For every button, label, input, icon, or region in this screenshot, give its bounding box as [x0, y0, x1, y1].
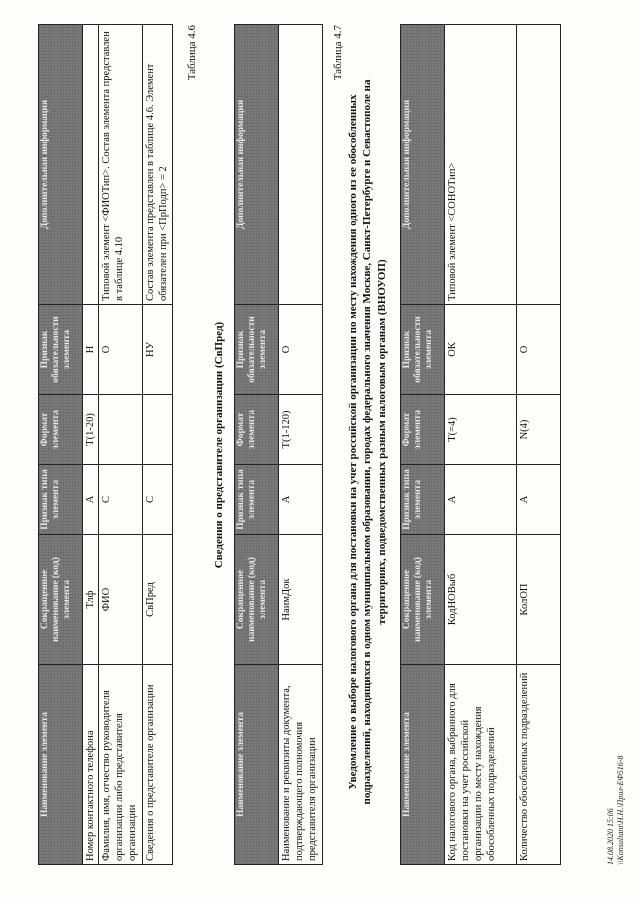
cell-required: О	[517, 305, 561, 395]
cell-format	[99, 395, 143, 465]
footer-path: \\Konsultant\Н.Н.\Прил-ЕФ516-8	[615, 755, 625, 865]
footer-timestamp: 14.08.2020 15:06	[606, 808, 615, 865]
cell-type: А	[83, 465, 99, 535]
cell-code: КолОП	[517, 535, 561, 665]
cell-required: О	[99, 305, 143, 395]
table-row	[517, 25, 561, 865]
table-title-4-7: Уведомление о выборе налогового органа для постановки на учет российской организации по месту нахождения одного из ее обособленных подразделений, находящихся в одном муниципальном образовании, городах федерального значения Москве, Санкт-Петербурге и Севастополе на территориях, подведомственных разным налоговым органам (ВНОУОП)	[347, 79, 388, 805]
header-info: Дополнительная информация	[401, 25, 445, 305]
cell-format: T(1-120)	[279, 395, 323, 465]
table-label-4-7: Таблица 4.7	[332, 25, 344, 81]
header-format: Формат элемента	[39, 395, 83, 465]
cell-required: НУ	[143, 305, 173, 395]
table-row	[445, 25, 517, 865]
table-vnouop	[400, 24, 561, 865]
cell-name: Сведения о представителе организации	[143, 665, 173, 865]
header-name: Наименование элемента	[39, 665, 83, 865]
table-title-4-6: Сведения о представителе организации (СвПред)	[213, 321, 225, 569]
cell-code: ФИО	[99, 535, 143, 665]
table-svpred	[234, 24, 323, 865]
header-code: Сокращенное наименование (код) элемента	[235, 535, 279, 665]
print-footer	[606, 756, 625, 865]
header-code: Сокращенное наименование (код) элемента	[401, 535, 445, 665]
cell-info: Состав элемента представлен в таблице 4.6. Элемент обязателен при <ПрПодп> = 2	[143, 25, 173, 305]
cell-info: Типовой элемент <СОНОТип>	[445, 25, 517, 305]
cell-required: ОК	[445, 305, 517, 395]
cell-format: N(4)	[517, 395, 561, 465]
cell-code: КодНОВыб	[445, 535, 517, 665]
cell-code: Тлф	[83, 535, 99, 665]
table-row	[279, 25, 323, 865]
header-info: Дополнительная информация	[39, 25, 83, 305]
cell-required: Н	[83, 305, 99, 395]
header-type: Признак типа элемента	[39, 465, 83, 535]
cell-type: А	[517, 465, 561, 535]
table-header-row	[39, 25, 83, 865]
table-row	[83, 25, 99, 865]
table-header-row	[401, 25, 445, 865]
table-row	[143, 25, 173, 865]
header-format: Формат элемента	[401, 395, 445, 465]
rotated-content	[0, 17, 640, 887]
cell-format	[143, 395, 173, 465]
header-required: Признак обязательности элемента	[235, 305, 279, 395]
cell-type: А	[279, 465, 323, 535]
cell-type: А	[445, 465, 517, 535]
header-type: Признак типа элемента	[235, 465, 279, 535]
table-elements-continued	[38, 24, 173, 865]
cell-info	[279, 25, 323, 305]
table-header-row	[235, 25, 279, 865]
header-type: Признак типа элемента	[401, 465, 445, 535]
cell-format: T(1-20)	[83, 395, 99, 465]
cell-type: С	[99, 465, 143, 535]
cell-type: С	[143, 465, 173, 535]
cell-name: Фамилия, имя, отчество руководителя организации либо представителя организации	[99, 665, 143, 865]
cell-name: Номер контактного телефона	[83, 665, 99, 865]
cell-code: НаимДок	[279, 535, 323, 665]
cell-name: Количество обособленных подразделений	[517, 665, 561, 865]
cell-info	[517, 25, 561, 305]
header-name: Наименование элемента	[401, 665, 445, 865]
table-label-4-6: Таблица 4.6	[186, 25, 198, 81]
cell-name: Наименование и реквизиты документа, подтверждающего полномочия представителя организации	[279, 665, 323, 865]
cell-format: T(=4)	[445, 395, 517, 465]
header-required: Признак обязательности элемента	[401, 305, 445, 395]
table-row	[99, 25, 143, 865]
cell-info	[83, 25, 99, 305]
cell-info: Типовой элемент <ФИОТип>. Состав элемента представлен в таблице 4.10	[99, 25, 143, 305]
cell-name: Код налогового органа, выбранного для постановки на учет российской организации по месту нахождения обособленных подразделений	[445, 665, 517, 865]
cell-required: О	[279, 305, 323, 395]
header-format: Формат элемента	[235, 395, 279, 465]
header-name: Наименование элемента	[235, 665, 279, 865]
header-required: Признак обязательности элемента	[39, 305, 83, 395]
header-info: Дополнительная информация	[235, 25, 279, 305]
cell-code: СвПред	[143, 535, 173, 665]
header-code: Сокращенное наименование (код) элемента	[39, 535, 83, 665]
